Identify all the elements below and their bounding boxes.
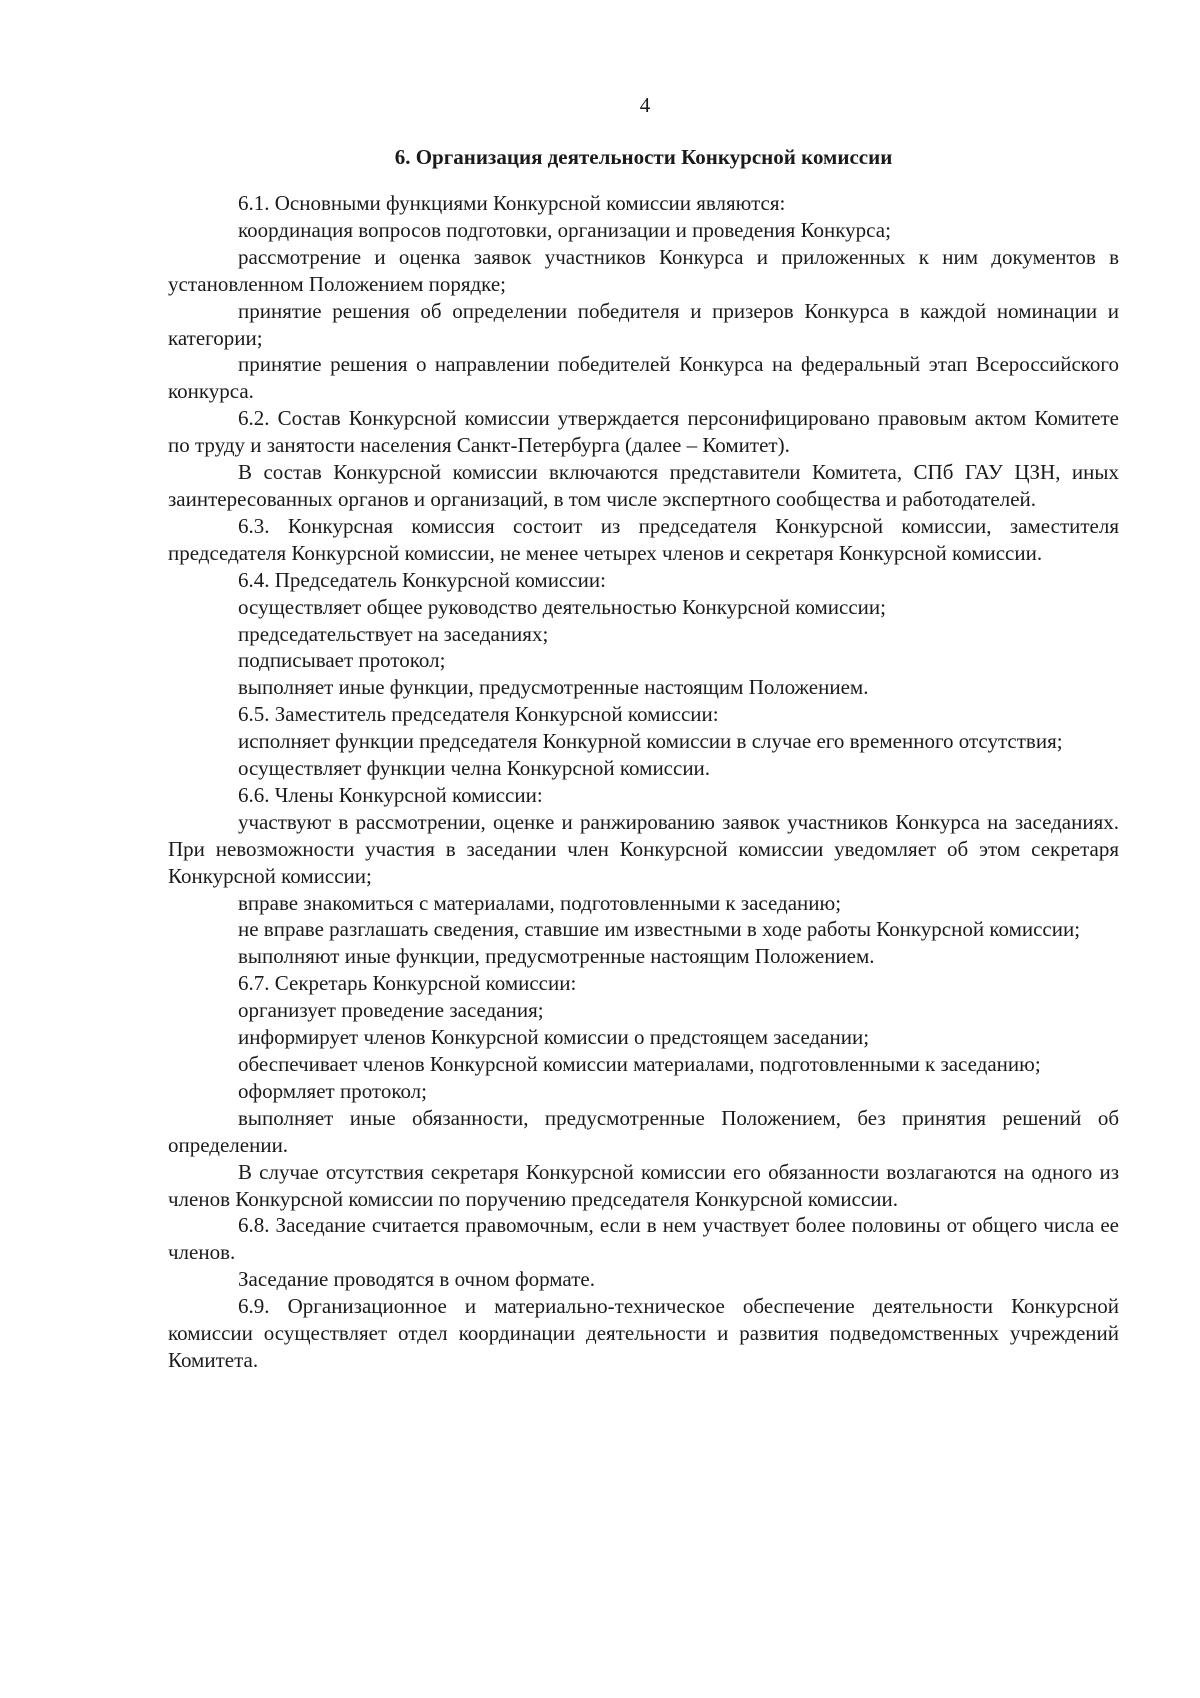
paragraph: выполняет иные функции, предусмотренные настоящим Положением.: [238, 675, 869, 700]
paragraph: подписывает протокол;: [238, 648, 446, 673]
paragraph: вправе знакомиться с материалами, подготовленными к заседанию;: [238, 890, 842, 915]
paragraph: 6.1. Основными функциями Конкурсной комиссии являются:: [238, 191, 786, 215]
paragraph: информирует членов Конкурсной комиссии о предстоящем заседании;: [238, 1025, 870, 1050]
page-number: 4: [639, 93, 651, 117]
paragraph: осуществляет общее руководство деятельностью Конкурсной комиссии;: [238, 594, 886, 619]
paragraph: не вправе разглашать сведения, ставшие им известными в ходе работы Конкурсной комиссии;: [238, 917, 1081, 942]
paragraph: 6.5. Заместитель председателя Конкурсной комиссии:: [238, 702, 719, 727]
paragraph: обеспечивает членов Конкурсной комиссии материалами, подготовленными к заседанию;: [238, 1052, 1041, 1076]
paragraph: осуществляет функции челна Конкурсной комиссии.: [238, 756, 711, 781]
paragraph: выполняют иные функции, предусмотренные настоящим Положением.: [238, 944, 875, 969]
section-heading: 6. Организация деятельности Конкурсной комиссии: [394, 145, 893, 169]
paragraph: 6.8. Заседание считается правомочным, если в нем участвует более половины от общего числа ее членов.: [168, 1213, 1119, 1265]
paragraph: принятие решения о направлении победителей Конкурса на федеральный этап Всероссийского конкурса.: [168, 352, 1119, 404]
paragraph: организует проведение заседания;: [238, 998, 544, 1023]
paragraph: 6.7. Секретарь Конкурсной комиссии:: [238, 971, 577, 996]
paragraph: координация вопросов подготовки, организации и проведения Конкурса;: [238, 217, 891, 242]
paragraph: 6.4. Председатель Конкурсной комиссии:: [238, 567, 606, 592]
paragraph: выполняет иные обязанности, предусмотренные Положением, без принятия решений об определении.: [168, 1105, 1119, 1157]
paragraph: исполняет функции председателя Конкурной комиссии в случае его временного отсутствия;: [238, 729, 1063, 754]
body-text: [168, 190, 1119, 1374]
paragraph: В состав Конкурсной комиссии включаются представители Комитета, СПб ГАУ ЦЗН, иных заинтересованных органов и организаций, в том числе экспертного сообщества и работодателей.: [168, 460, 1119, 511]
paragraph: рассмотрение и оценка заявок участников Конкурса и приложенных к ним документов в установленном Положением порядке;: [168, 244, 1119, 296]
paragraph: 6.3. Конкурсная комиссия состоит из председателя Конкурсной комиссии, заместителя председателя Конкурсной комиссии, не менее четырех членов и секретаря Конкурсной комиссии.: [168, 513, 1119, 565]
paragraph: Заседание проводятся в очном формате.: [238, 1267, 595, 1292]
paragraph: 6.2. Состав Конкурсной комиссии утверждается персонифицировано правовым актом Комитете по труду и занятости населения Санкт-Петербурга (далее – Комитет).: [168, 406, 1119, 458]
paragraph: В случае отсутствия секретаря Конкурсной комиссии его обязанности возлагаются на одного из членов Конкурсной комиссии по поручению председателя Конкурсной комиссии.: [168, 1159, 1119, 1211]
paragraph: 6.6. Члены Конкурсной комиссии:: [238, 782, 543, 807]
paragraph: председательствует на заседаниях;: [238, 621, 549, 646]
paragraph: принятие решения об определении победителя и призеров Конкурса в каждой номинации и категории;: [168, 298, 1119, 350]
paragraph: оформляет протокол;: [238, 1078, 427, 1103]
paragraph: 6.9. Организационное и материально-техническое обеспечение деятельности Конкурсной комиссии осуществляет отдел координации деятельности и развития подведомственных учреждений Комитета.: [168, 1294, 1119, 1372]
paragraph: участвуют в рассмотрении, оценке и ранжированию заявок участников Конкурса на заседаниях. При невозможности участия в заседании член Конкурсной комиссии уведомляет об этом секретаря Конкурсной комиссии;: [168, 809, 1119, 888]
